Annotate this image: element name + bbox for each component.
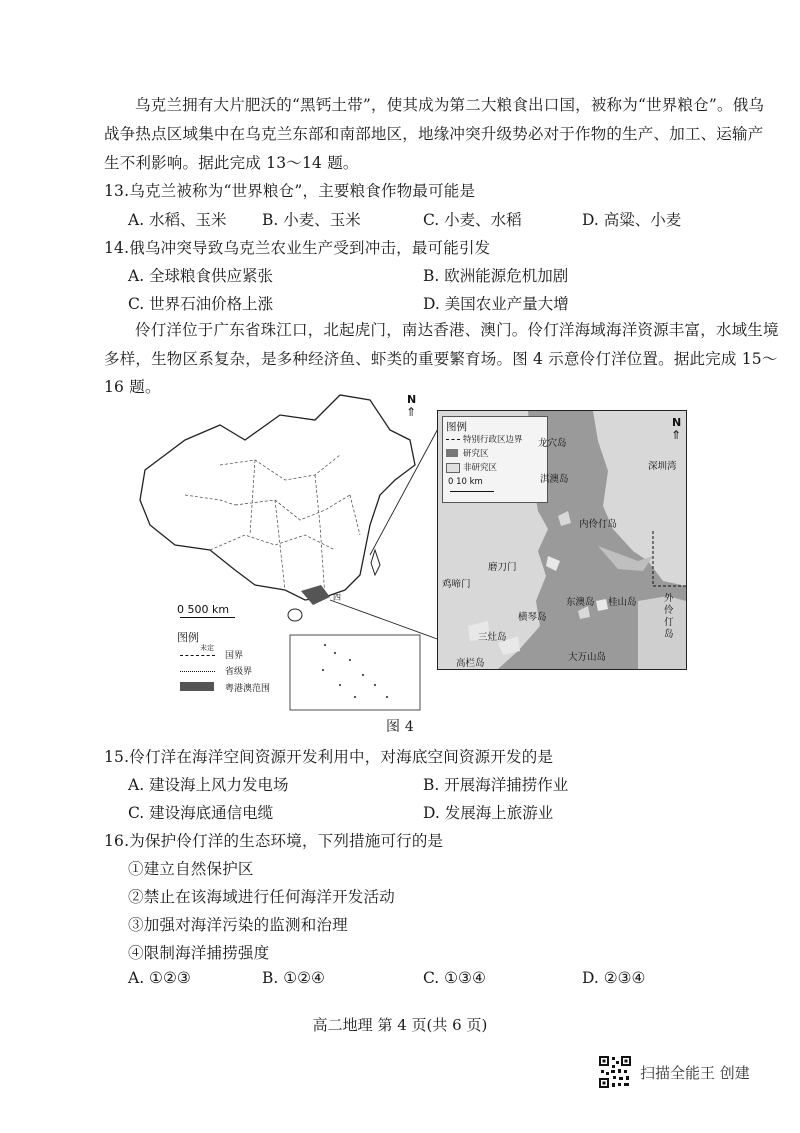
intro2-line-2: 多样，生物区系复杂，是多种经济鱼、虾类的重要繁育场。图 4 示意伶仃洋位置。据此完成 15～ <box>104 350 778 368</box>
legend-provincial-border: 省级界 <box>225 667 253 677</box>
place-gaolan-island: 高栏岛 <box>456 658 485 669</box>
place-neilingding-island: 内伶仃岛 <box>579 519 618 530</box>
q14-option-c[interactable]: C. 世界石油价格上涨 <box>128 295 274 313</box>
q16-option-a[interactable]: A. ①②③ <box>128 969 191 987</box>
intro2-line-1: 伶仃洋位于广东省珠江口，北起虎门，南达香港、澳门。伶仃洋海域海洋资源丰富，水域生境 <box>135 321 779 339</box>
inset-map-north: N <box>672 416 682 429</box>
legend-sar-border-symbol <box>446 439 460 440</box>
place-modaomen: 磨刀门 <box>488 562 517 573</box>
q14-stem: 14.俄乌冲突导致乌克兰农业生产受到冲击，最可能引发 <box>104 239 491 257</box>
legend-non-study-area: 非研究区 <box>463 463 498 473</box>
q16-item-4: ④限制海洋捕捞强度 <box>128 944 270 962</box>
place-dongao-island: 东澳岛 <box>566 597 595 608</box>
place-dawanshan-island: 大万山岛 <box>568 652 607 663</box>
china-map-legend-title: 图例 <box>177 631 199 644</box>
place-sanzao-island: 三灶岛 <box>478 632 507 643</box>
intro2-line-3: 16 题。 <box>104 378 161 396</box>
q16-item-2: ②禁止在该海域进行任何海洋开发活动 <box>128 888 395 906</box>
legend-national-border: 国界 <box>225 651 244 661</box>
q13-option-b[interactable]: B. 小麦、玉米 <box>262 211 361 229</box>
q16-item-1: ①建立自然保护区 <box>128 860 254 878</box>
legend-study-area-symbol <box>446 449 458 457</box>
intro1-line-1: 乌克兰拥有大片肥沃的“黑钙土带”，使其成为第二大粮食出口国，被称为“世界粮仓”。俄乌 <box>135 96 765 114</box>
china-map <box>125 385 445 715</box>
q14-option-b[interactable]: B. 欧洲能源危机加剧 <box>423 267 569 285</box>
q14-option-a[interactable]: A. 全球粮食供应紧张 <box>128 267 274 285</box>
q13-stem: 13.乌克兰被称为“世界粮仓”，主要粮食作物最可能是 <box>104 182 476 200</box>
place-longxue-island: 龙穴岛 <box>538 438 567 449</box>
q15-option-d[interactable]: D. 发展海上旅游业 <box>423 804 554 822</box>
place-qiao-island: 淇澳岛 <box>540 474 569 485</box>
q14-option-d[interactable]: D. 美国农业产量大增 <box>423 295 569 313</box>
q15-option-a[interactable]: A. 建设海上风力发电场 <box>128 776 289 794</box>
intro1-line-2: 战争热点区域集中在乌克兰东部和南部地区，地缘冲突升级势必对于作物的生产、加工、运输产 <box>104 125 764 143</box>
intro1-line-3: 生不利影响。据此完成 13～14 题。 <box>104 154 359 172</box>
inset-map <box>437 410 687 670</box>
q13-option-c[interactable]: C. 小麦、水稻 <box>423 211 522 229</box>
place-hengqin-island: 横琴岛 <box>518 612 547 623</box>
china-map-scale-bar <box>180 617 235 618</box>
q16-stem: 16.为保护伶仃洋的生态环境，下列措施可行的是 <box>104 832 444 850</box>
legend-gba-symbol <box>180 682 214 691</box>
inset-north-arrow-icon: ⇑ <box>671 428 682 442</box>
page-footer: 高二地理 第 4 页(共 6 页) <box>312 1016 488 1034</box>
place-guishan-island: 桂山岛 <box>608 597 637 608</box>
china-map-north-arrow-icon: ⇑ <box>406 405 417 419</box>
undefined-boundary-label: 未定 <box>200 644 214 652</box>
qr-code-icon <box>598 1055 632 1089</box>
q16-option-c[interactable]: C. ①③④ <box>423 969 486 987</box>
legend-study-area: 研究区 <box>463 449 489 459</box>
q13-option-d[interactable]: D. 高粱、小麦 <box>582 211 682 229</box>
figure-caption: 图 4 <box>386 719 414 735</box>
q16-item-3: ③加强对海洋污染的监测和治理 <box>128 916 348 934</box>
q15-option-b[interactable]: B. 开展海洋捕捞作业 <box>423 776 569 794</box>
guangdong-marker: 四 <box>333 593 341 602</box>
legend-sar-border: 特别行政区边界 <box>463 435 523 445</box>
china-map-north: N <box>407 393 417 406</box>
legend-national-border-symbol <box>180 655 215 656</box>
place-shenzhen-bay: 深圳湾 <box>648 461 677 472</box>
scanner-watermark: 扫描全能王 创建 <box>640 1064 750 1082</box>
place-jitimen: 鸡啼门 <box>442 579 471 590</box>
inset-map-scale: 0 10 km <box>448 477 483 487</box>
inset-legend-title: 图例 <box>446 421 467 433</box>
inset-scale-bar <box>450 491 494 492</box>
legend-provincial-border-symbol <box>180 671 215 672</box>
china-outline-svg <box>125 385 445 715</box>
legend-gba-range: 粤港澳范围 <box>225 684 271 694</box>
legend-non-study-area-symbol <box>446 463 460 473</box>
q15-option-c[interactable]: C. 建设海底通信电缆 <box>128 804 274 822</box>
q16-option-b[interactable]: B. ①②④ <box>262 969 325 987</box>
q16-option-d[interactable]: D. ②③④ <box>582 969 646 987</box>
q15-stem: 15.伶仃洋在海洋空间资源开发利用中，对海底空间资源开发的是 <box>104 748 554 766</box>
china-map-scale: 0 500 km <box>177 603 230 616</box>
place-wailingding-island: 外伶仃岛 <box>664 593 674 640</box>
q13-option-a[interactable]: A. 水稻、玉米 <box>128 211 227 229</box>
